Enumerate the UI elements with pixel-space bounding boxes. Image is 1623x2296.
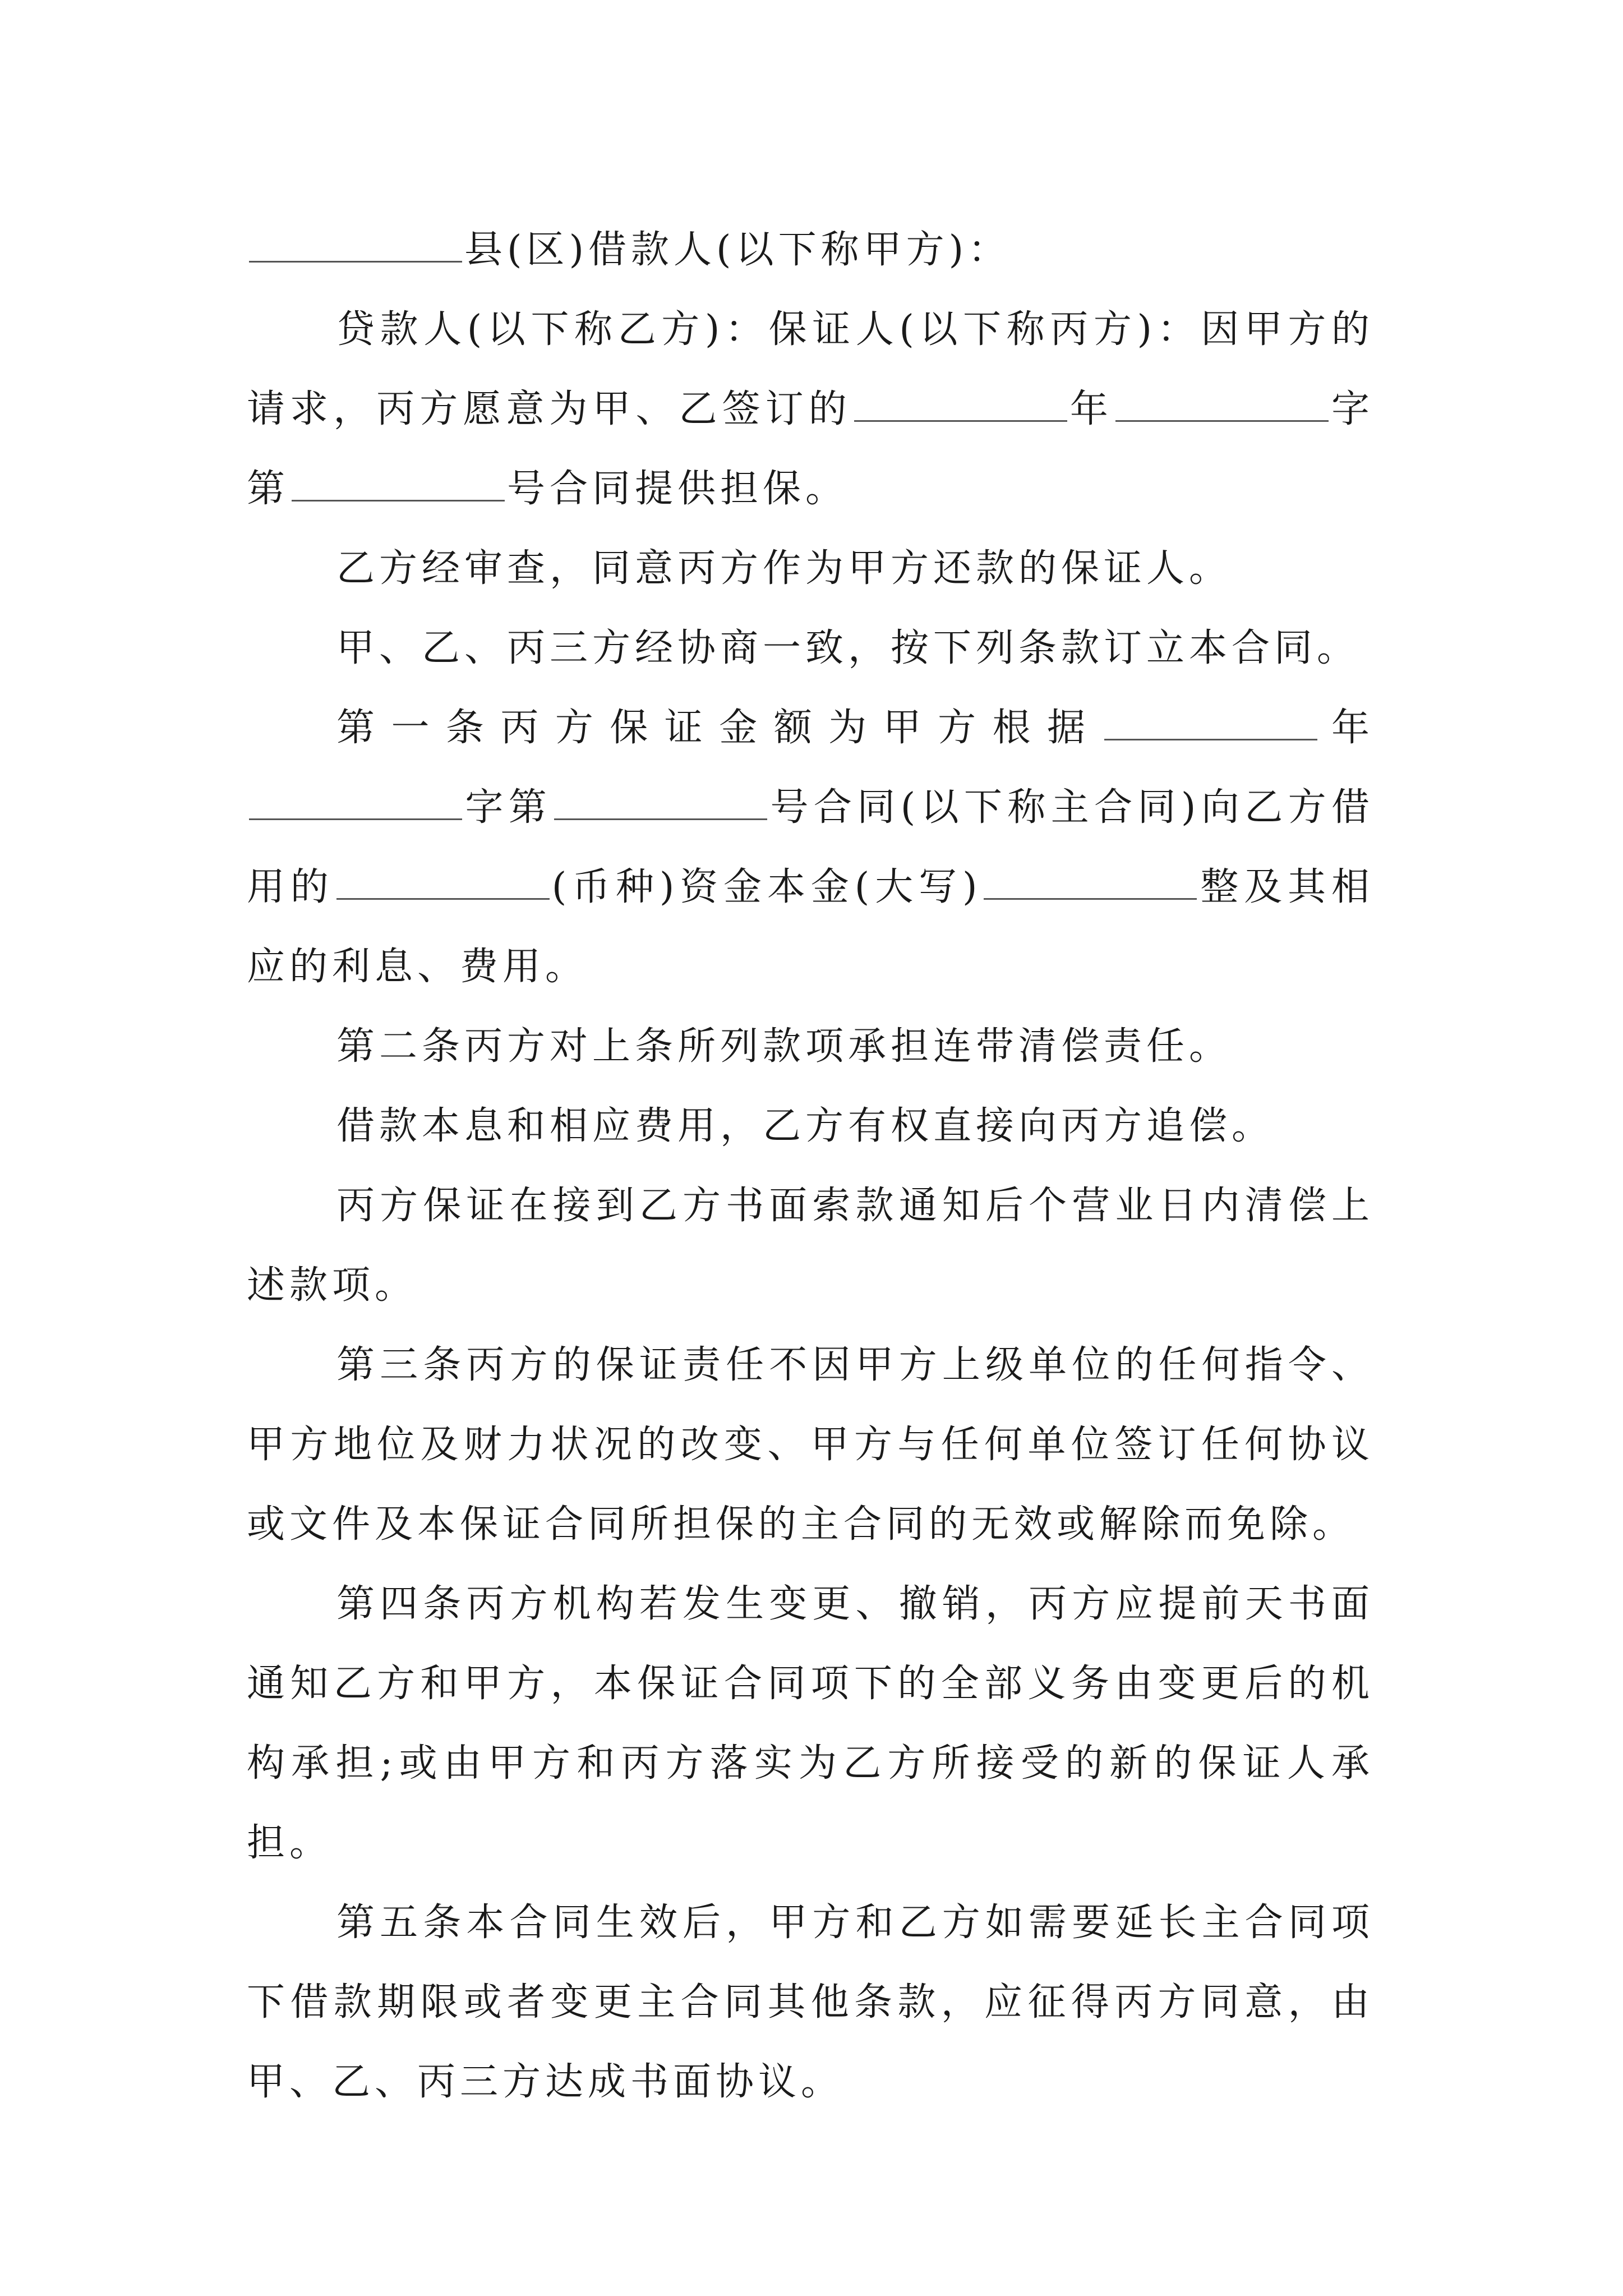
paragraph-recourse: 借款本息和相应费用，乙方有权直接向丙方追偿。 bbox=[336, 1104, 1275, 1148]
paragraph-agreement: 甲、乙、丙三方经协商一致，按下列条款订立本合同。 bbox=[336, 626, 1360, 670]
blank-line bbox=[249, 259, 462, 263]
main-contract-text: 号合同(以下称主合同)向乙方借用的 bbox=[247, 785, 1374, 909]
blank-line bbox=[554, 816, 767, 820]
paragraph-repayment: 丙方保证在接到乙方书面索款通知后个营业日内清偿上述款项。 bbox=[247, 1184, 1374, 1308]
word-number-label: 字第 bbox=[464, 785, 552, 830]
paragraph-parties bbox=[247, 290, 1374, 529]
interest-fees-text: 整及其相应的利息、费用。 bbox=[247, 865, 1374, 989]
blank-line bbox=[1104, 737, 1317, 740]
blank-line bbox=[336, 896, 550, 900]
paragraph-article-4: 第四条丙方机构若发生变更、撤销，丙方应提前天书面通知乙方和甲方，本保证合同项下的全部义务由变更后的机构承担;或由甲方和丙方落实为乙方所接受的新的保证人承担。 bbox=[247, 1582, 1374, 1865]
county-borrower-text: 县(区)借款人(以下称甲方)： bbox=[464, 228, 1011, 272]
blank-line bbox=[984, 896, 1197, 900]
paragraph-article-5: 第五条本合同生效后，甲方和乙方如需要延长主合同项下借款期限或者变更主合同其他条款，应征得丙方同意，由甲、乙、丙三方达成书面协议。 bbox=[247, 1901, 1374, 2104]
currency-principal-text: (币种)资金本金(大写) bbox=[551, 865, 982, 909]
blank-line bbox=[854, 418, 1067, 422]
paragraph-article-2: 第二条丙方对上条所列款项承担连带清偿责任。 bbox=[336, 1024, 1232, 1069]
parties-text: 贷款人(以下称乙方)：保证人(以下称丙方)：因甲方的请求，丙方愿意为甲、乙签订的 bbox=[247, 307, 1374, 431]
word-number-label: 字第 bbox=[247, 387, 1374, 511]
year-label: 年 bbox=[1069, 387, 1113, 431]
contract-body bbox=[247, 210, 1374, 2122]
blank-line bbox=[249, 816, 462, 820]
paragraph-county bbox=[247, 210, 1374, 290]
blank-line bbox=[1115, 418, 1329, 422]
blank-line bbox=[292, 498, 505, 501]
paragraph-article-3: 第三条丙方的保证责任不因甲方上级单位的任何指令、甲方地位及财力状况的改变、甲方与任何单位签订任何协议或文件及本保证合同所担保的主合同的无效或解除而免除。 bbox=[247, 1343, 1374, 1547]
article-1-text: 第一条丙方保证金额为甲方根据 bbox=[336, 706, 1102, 750]
paragraph-review: 乙方经审查，同意丙方作为甲方还款的保证人。 bbox=[336, 546, 1232, 591]
paragraph-article-1 bbox=[247, 688, 1374, 1007]
contract-guarantee-text: 号合同提供担保。 bbox=[507, 467, 849, 511]
year-label: 年 bbox=[1319, 706, 1374, 750]
